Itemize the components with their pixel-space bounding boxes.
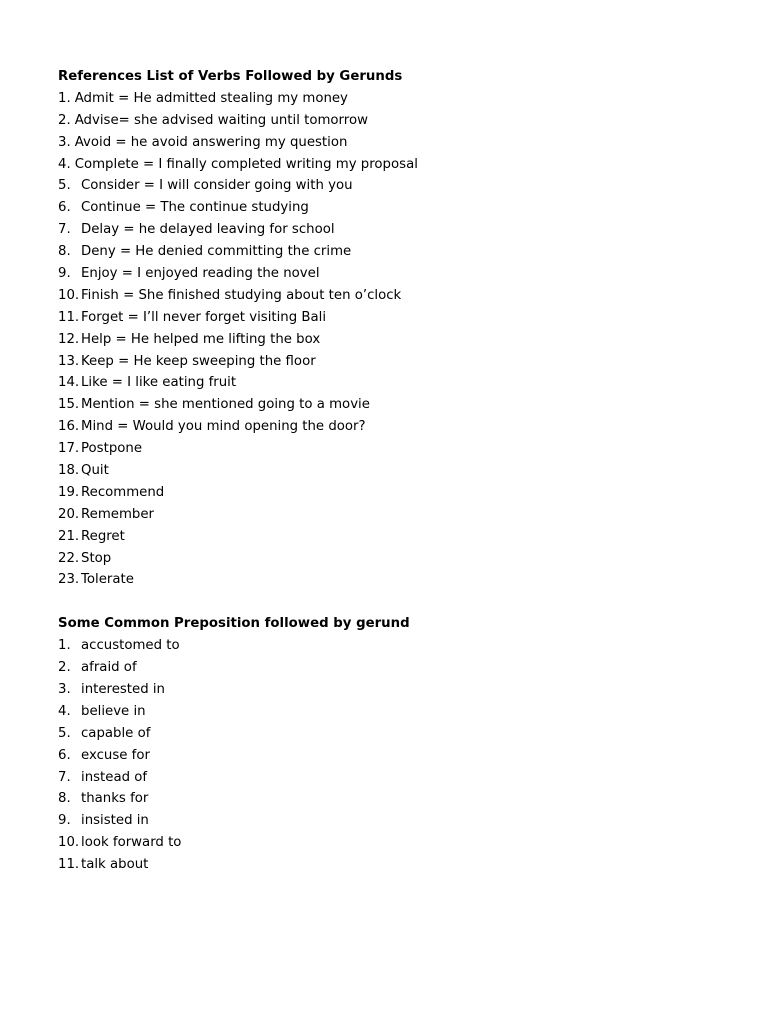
list-item [58, 788, 718, 810]
list-item [58, 548, 718, 570]
list-item-number: 14. [58, 375, 80, 391]
list-item-number: 1. [58, 638, 71, 654]
list-item [58, 832, 718, 854]
list-item-number: 10. [58, 835, 80, 851]
list-item-number: 4. [58, 703, 71, 719]
list-item-text: instead of [81, 769, 148, 785]
list-item-number: 2. [58, 660, 71, 676]
list-item [58, 263, 718, 285]
list-item-text: Complete = I finally completed writing my proposal [74, 156, 418, 172]
list-item [58, 351, 718, 373]
list-item-number: 1. [58, 90, 71, 106]
list-item-number: 4. [58, 156, 71, 172]
list-item-text: Avoid = he avoid answering my question [74, 134, 348, 150]
list-item-text: Finish = She finished studying about ten o’clock [81, 287, 402, 303]
list-item-text: Keep = He keep sweeping the floor [81, 353, 316, 369]
list-item [58, 854, 718, 876]
list-item [58, 175, 718, 197]
list-item [58, 132, 718, 154]
list-item-number: 6. [58, 200, 71, 216]
list-item-text: Mind = Would you mind opening the door? [81, 419, 366, 435]
list-item [58, 307, 718, 329]
list-item [58, 285, 718, 307]
list-item-text: afraid of [81, 660, 137, 676]
list-item [58, 329, 718, 351]
list-item-number: 17. [58, 441, 80, 457]
list-item-number: 20. [58, 506, 80, 522]
list-item [58, 701, 718, 723]
list-item [58, 372, 718, 394]
list-item-number: 19. [58, 484, 80, 500]
list-item [58, 723, 718, 745]
list-item-number: 15. [58, 397, 80, 413]
list-item [58, 88, 718, 110]
list-item-text: interested in [81, 681, 165, 697]
list-item-text: believe in [81, 703, 146, 719]
list-item-number: 8. [58, 244, 71, 260]
list-item [58, 657, 718, 679]
list-item-number: 11. [58, 309, 80, 325]
list-item [58, 635, 718, 657]
list-item-text: talk about [81, 857, 149, 873]
list-item [58, 219, 718, 241]
list-item-text: Consider = I will consider going with you [81, 178, 353, 194]
list-item-text: Enjoy = I enjoyed reading the novel [81, 266, 320, 282]
list-item-text: capable of [81, 725, 151, 741]
list-item-number: 23. [58, 572, 80, 588]
list-item-text: Stop [81, 550, 112, 566]
list-item-text: Forget = I’ll never forget visiting Bali [81, 309, 327, 325]
list-item-number: 21. [58, 528, 80, 544]
list-item-text: Like = I like eating fruit [81, 375, 237, 391]
list-item-number: 9. [58, 813, 71, 829]
list-item-text: accustomed to [81, 638, 180, 654]
document-page [58, 66, 718, 876]
list-item-text: Postpone [81, 441, 143, 457]
list-item-text: Delay = he delayed leaving for school [81, 222, 335, 238]
list-item [58, 526, 718, 548]
list-item-number: 5. [58, 178, 71, 194]
list-item-number: 7. [58, 222, 71, 238]
list-item-text: Remember [81, 506, 154, 522]
list-item-number: 22. [58, 550, 80, 566]
list-item-text: Advise= she advised waiting until tomorrow [74, 112, 368, 128]
list-item [58, 394, 718, 416]
list-item-text: Continue = The continue studying [81, 200, 309, 216]
list-item-number: 13. [58, 353, 80, 369]
list-item-number: 6. [58, 747, 71, 763]
list-item-text: Admit = He admitted stealing my money [74, 90, 348, 106]
list-item-text: Regret [81, 528, 125, 544]
list-item [58, 241, 718, 263]
list-item [58, 438, 718, 460]
prepositions-list [58, 635, 718, 876]
list-item-number: 5. [58, 725, 71, 741]
list-item [58, 504, 718, 526]
list-item-number: 11. [58, 857, 80, 873]
list-item-number: 12. [58, 331, 80, 347]
list-item [58, 154, 718, 176]
list-item [58, 416, 718, 438]
list-item-text: thanks for [81, 791, 149, 807]
list-item-number: 18. [58, 463, 80, 479]
list-item [58, 197, 718, 219]
list-item-text: Recommend [81, 484, 165, 500]
section-heading-verbs: References List of Verbs Followed by Gerunds [58, 69, 403, 84]
list-item-text: Mention = she mentioned going to a movie [81, 397, 370, 413]
list-item-text: Tolerate [81, 572, 134, 588]
list-item-number: 9. [58, 266, 71, 282]
list-item [58, 745, 718, 767]
list-item-number: 3. [58, 134, 71, 150]
list-item-number: 2. [58, 112, 71, 128]
list-item-text: excuse for [81, 747, 150, 763]
list-item [58, 767, 718, 789]
list-item [58, 810, 718, 832]
list-item [58, 482, 718, 504]
list-item-number: 8. [58, 791, 71, 807]
list-item-number: 16. [58, 419, 80, 435]
list-item-number: 10. [58, 287, 80, 303]
list-item-text: Help = He helped me lifting the box [81, 331, 321, 347]
list-item-text: look forward to [81, 835, 182, 851]
section-heading-prepositions: Some Common Preposition followed by gerund [58, 616, 410, 632]
list-item-number: 7. [58, 769, 71, 785]
list-item [58, 569, 718, 591]
list-item-text: insisted in [81, 813, 149, 829]
list-item [58, 110, 718, 132]
list-item-number: 3. [58, 681, 71, 697]
list-item [58, 460, 718, 482]
list-item [58, 679, 718, 701]
list-item-text: Deny = He denied committing the crime [81, 244, 352, 260]
list-item-text: Quit [81, 463, 109, 479]
verbs-list [58, 88, 718, 591]
section-spacer [58, 591, 718, 613]
